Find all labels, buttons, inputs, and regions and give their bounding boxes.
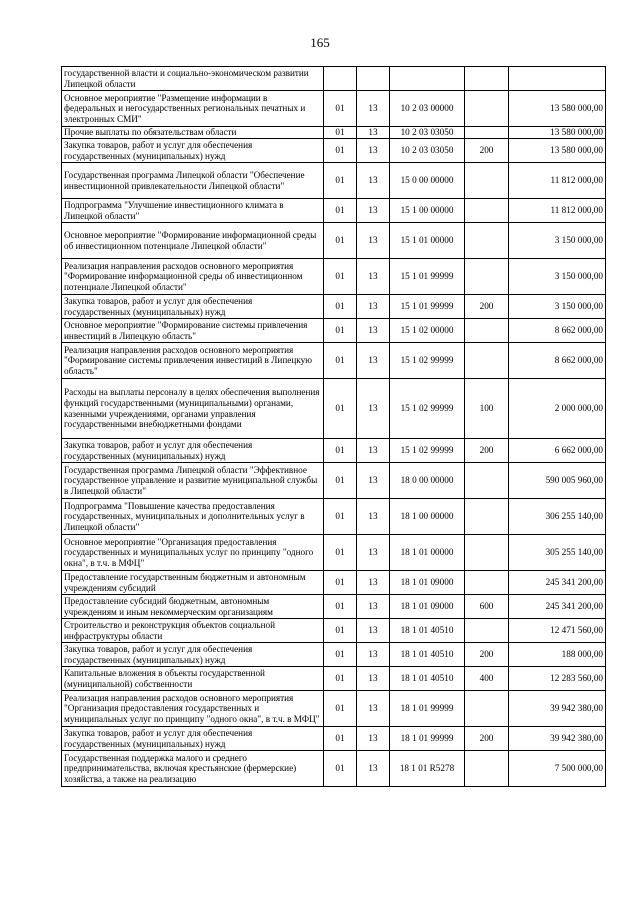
expense-type-cell <box>465 91 509 127</box>
target-article-cell: 15 1 01 99999 <box>390 259 465 295</box>
amount-cell: 39 942 380,00 <box>509 691 606 727</box>
expense-name-cell: Реализация направления расходов основного мероприятия "Формирование системы привлечения инвестиций в Липецкую область" <box>62 343 324 379</box>
section-code-cell: 01 <box>324 595 357 619</box>
target-article-cell: 10 2 03 00000 <box>390 91 465 127</box>
amount-cell: 6 662 000,00 <box>509 439 606 463</box>
amount-cell: 305 255 140,00 <box>509 535 606 571</box>
expense-type-cell: 600 <box>465 595 509 619</box>
expense-type-cell <box>465 343 509 379</box>
subsection-code-cell: 13 <box>357 535 390 571</box>
target-article-cell: 15 1 01 00000 <box>390 223 465 259</box>
expense-type-cell: 200 <box>465 643 509 667</box>
amount-cell: 3 150 000,00 <box>509 223 606 259</box>
section-code-cell: 01 <box>324 439 357 463</box>
subsection-code-cell: 13 <box>357 439 390 463</box>
section-code-cell: 01 <box>324 643 357 667</box>
expense-name-cell: Строительство и реконструкция объектов социальной инфраструктуры области <box>62 619 324 643</box>
expense-type-cell: 100 <box>465 379 509 439</box>
expense-type-cell <box>465 223 509 259</box>
amount-cell: 11 812 000,00 <box>509 163 606 199</box>
table-row <box>62 319 606 343</box>
page-number: 165 <box>310 35 330 50</box>
table-row <box>62 139 606 163</box>
expense-name-cell: Предоставление субсидий бюджетным, автономным учреждениям и иным некоммерческим организациям <box>62 595 324 619</box>
expense-name-cell: Реализация направления расходов основного мероприятия "Формирование информационной среды об инвестиционном потенциале Липецкой области" <box>62 259 324 295</box>
table-row <box>62 343 606 379</box>
target-article-cell: 15 1 02 99999 <box>390 343 465 379</box>
target-article-cell: 18 1 01 40510 <box>390 643 465 667</box>
section-code-cell: 01 <box>324 751 357 787</box>
subsection-code-cell: 13 <box>357 667 390 691</box>
table-row <box>62 595 606 619</box>
section-code-cell: 01 <box>324 139 357 163</box>
subsection-code-cell: 13 <box>357 727 390 751</box>
table-row <box>62 727 606 751</box>
section-code-cell: 01 <box>324 199 357 223</box>
section-code-cell <box>324 67 357 91</box>
target-article-cell: 18 1 01 09000 <box>390 571 465 595</box>
expense-name-cell: Закупка товаров, работ и услуг для обеспечения государственных (муниципальных) нужд <box>62 727 324 751</box>
expense-type-cell: 200 <box>465 295 509 319</box>
table-row <box>62 667 606 691</box>
section-code-cell: 01 <box>324 91 357 127</box>
amount-cell: 245 341 200,00 <box>509 571 606 595</box>
subsection-code-cell <box>357 67 390 91</box>
subsection-code-cell: 13 <box>357 91 390 127</box>
amount-cell: 13 580 000,00 <box>509 127 606 139</box>
subsection-code-cell: 13 <box>357 499 390 535</box>
amount-cell: 8 662 000,00 <box>509 319 606 343</box>
expense-name-cell: Основное мероприятие "Формирование системы привлечения инвестиций в Липецкую область" <box>62 319 324 343</box>
subsection-code-cell: 13 <box>357 163 390 199</box>
subsection-code-cell: 13 <box>357 571 390 595</box>
subsection-code-cell: 13 <box>357 199 390 223</box>
table-row <box>62 91 606 127</box>
target-article-cell: 18 1 01 99999 <box>390 691 465 727</box>
subsection-code-cell: 13 <box>357 343 390 379</box>
subsection-code-cell: 13 <box>357 295 390 319</box>
target-article-cell: 15 1 02 00000 <box>390 319 465 343</box>
subsection-code-cell: 13 <box>357 595 390 619</box>
expense-name-cell: Подпрограмма "Улучшение инвестиционного климата в Липецкой области" <box>62 199 324 223</box>
expense-type-cell <box>465 751 509 787</box>
table-row <box>62 463 606 499</box>
subsection-code-cell: 13 <box>357 139 390 163</box>
target-article-cell: 15 1 00 00000 <box>390 199 465 223</box>
target-article-cell: 18 1 01 40510 <box>390 619 465 643</box>
expense-type-cell <box>465 67 509 91</box>
expense-type-cell <box>465 535 509 571</box>
expense-type-cell: 200 <box>465 727 509 751</box>
amount-cell: 13 580 000,00 <box>509 139 606 163</box>
section-code-cell: 01 <box>324 295 357 319</box>
amount-cell: 12 471 560,00 <box>509 619 606 643</box>
target-article-cell <box>390 67 465 91</box>
amount-cell: 3 150 000,00 <box>509 295 606 319</box>
target-article-cell: 15 0 00 00000 <box>390 163 465 199</box>
expense-name-cell: Государственная поддержка малого и среднего предпринимательства, включая крестьянские (фермерские) хозяйства, а также на реализацию <box>62 751 324 787</box>
amount-cell: 12 283 560,00 <box>509 667 606 691</box>
expense-name-cell: Закупка товаров, работ и услуг для обеспечения государственных (муниципальных) нужд <box>62 295 324 319</box>
expense-type-cell <box>465 163 509 199</box>
section-code-cell: 01 <box>324 379 357 439</box>
target-article-cell: 18 1 00 00000 <box>390 499 465 535</box>
section-code-cell: 01 <box>324 619 357 643</box>
amount-cell: 2 000 000,00 <box>509 379 606 439</box>
subsection-code-cell: 13 <box>357 643 390 667</box>
table-row <box>62 751 606 787</box>
expense-name-cell: Прочие выплаты по обязательствам области <box>62 127 324 139</box>
table-row <box>62 643 606 667</box>
expense-name-cell: Расходы на выплаты персоналу в целях обеспечения выполнения функций государственными (муниципальными) органами, казенными учреждениями, органами управления государственными внебюджетными фондами <box>62 379 324 439</box>
section-code-cell: 01 <box>324 499 357 535</box>
expense-name-cell: Государственная программа Липецкой области "Обеспечение инвестиционной привлекательности Липецкой области" <box>62 163 324 199</box>
expense-type-cell: 200 <box>465 439 509 463</box>
target-article-cell: 15 1 01 99999 <box>390 295 465 319</box>
amount-cell: 13 580 000,00 <box>509 91 606 127</box>
expense-name-cell: Закупка товаров, работ и услуг для обеспечения государственных (муниципальных) нужд <box>62 439 324 463</box>
table-row <box>62 127 606 139</box>
table-row <box>62 439 606 463</box>
table-row <box>62 499 606 535</box>
section-code-cell: 01 <box>324 727 357 751</box>
expense-type-cell <box>465 319 509 343</box>
target-article-cell: 15 1 02 99999 <box>390 379 465 439</box>
expense-name-cell: Реализация направления расходов основного мероприятия "Организация предоставления государственных и муниципальных услуг по принципу "одного окна", в т.ч. в МФЦ" <box>62 691 324 727</box>
target-article-cell: 18 0 00 00000 <box>390 463 465 499</box>
subsection-code-cell: 13 <box>357 751 390 787</box>
amount-cell: 3 150 000,00 <box>509 259 606 295</box>
budget-table-body <box>62 67 606 787</box>
section-code-cell: 01 <box>324 571 357 595</box>
section-code-cell: 01 <box>324 163 357 199</box>
section-code-cell: 01 <box>324 259 357 295</box>
subsection-code-cell: 13 <box>357 319 390 343</box>
amount-cell: 39 942 380,00 <box>509 727 606 751</box>
target-article-cell: 10 2 03 03050 <box>390 139 465 163</box>
target-article-cell: 18 1 01 40510 <box>390 667 465 691</box>
subsection-code-cell: 13 <box>357 127 390 139</box>
expense-name-cell: Основное мероприятие "Организация предоставления государственных и муниципальных услуг по принципу "одного окна", в т.ч. в МФЦ" <box>62 535 324 571</box>
expense-type-cell <box>465 199 509 223</box>
table-row <box>62 259 606 295</box>
expense-name-cell: Основное мероприятие "Размещение информации в федеральных и негосударственных региональных печатных и электронных СМИ" <box>62 91 324 127</box>
budget-table <box>61 66 606 787</box>
table-row <box>62 379 606 439</box>
amount-cell: 7 500 000,00 <box>509 751 606 787</box>
expense-type-cell: 200 <box>465 139 509 163</box>
expense-type-cell <box>465 619 509 643</box>
table-row <box>62 535 606 571</box>
expense-type-cell <box>465 571 509 595</box>
target-article-cell: 18 1 01 99999 <box>390 727 465 751</box>
amount-cell: 245 341 200,00 <box>509 595 606 619</box>
amount-cell <box>509 67 606 91</box>
target-article-cell: 18 1 01 R5278 <box>390 751 465 787</box>
section-code-cell: 01 <box>324 127 357 139</box>
table-row <box>62 619 606 643</box>
table-row <box>62 163 606 199</box>
subsection-code-cell: 13 <box>357 619 390 643</box>
target-article-cell: 18 1 01 09000 <box>390 595 465 619</box>
expense-type-cell <box>465 499 509 535</box>
expense-name-cell: Основное мероприятие "Формирование информационной среды об инвестиционном потенциале Липецкой области" <box>62 223 324 259</box>
target-article-cell: 10 2 03 03050 <box>390 127 465 139</box>
table-row <box>62 67 606 91</box>
expense-type-cell <box>465 691 509 727</box>
target-article-cell: 18 1 01 00000 <box>390 535 465 571</box>
expense-type-cell <box>465 259 509 295</box>
subsection-code-cell: 13 <box>357 223 390 259</box>
section-code-cell: 01 <box>324 667 357 691</box>
section-code-cell: 01 <box>324 535 357 571</box>
amount-cell: 590 005 960,00 <box>509 463 606 499</box>
target-article-cell: 15 1 02 99999 <box>390 439 465 463</box>
table-row <box>62 223 606 259</box>
expense-name-cell: Закупка товаров, работ и услуг для обеспечения государственных (муниципальных) нужд <box>62 139 324 163</box>
expense-name-cell: Закупка товаров, работ и услуг для обеспечения государственных (муниципальных) нужд <box>62 643 324 667</box>
section-code-cell: 01 <box>324 343 357 379</box>
expense-name-cell: Капитальные вложения в объекты государственной (муниципальной) собственности <box>62 667 324 691</box>
subsection-code-cell: 13 <box>357 379 390 439</box>
table-row <box>62 295 606 319</box>
expense-type-cell <box>465 463 509 499</box>
section-code-cell: 01 <box>324 223 357 259</box>
subsection-code-cell: 13 <box>357 259 390 295</box>
table-row <box>62 571 606 595</box>
subsection-code-cell: 13 <box>357 463 390 499</box>
expense-name-cell: государственной власти и социально-экономическом развитии Липецкой области <box>62 67 324 91</box>
expense-type-cell: 400 <box>465 667 509 691</box>
expense-name-cell: Предоставление государственным бюджетным и автономным учреждениям субсидий <box>62 571 324 595</box>
section-code-cell: 01 <box>324 319 357 343</box>
subsection-code-cell: 13 <box>357 691 390 727</box>
table-row <box>62 199 606 223</box>
amount-cell: 306 255 140,00 <box>509 499 606 535</box>
table-row <box>62 691 606 727</box>
amount-cell: 188 000,00 <box>509 643 606 667</box>
amount-cell: 8 662 000,00 <box>509 343 606 379</box>
section-code-cell: 01 <box>324 463 357 499</box>
amount-cell: 11 812 000,00 <box>509 199 606 223</box>
section-code-cell: 01 <box>324 691 357 727</box>
expense-name-cell: Государственная программа Липецкой области "Эффективное государственное управление и развитие муниципальной службы в Липецкой области" <box>62 463 324 499</box>
expense-type-cell <box>465 127 509 139</box>
expense-name-cell: Подпрограмма "Повышение качества предоставления государственных, муниципальных и дополнительных услуг в Липецкой области" <box>62 499 324 535</box>
